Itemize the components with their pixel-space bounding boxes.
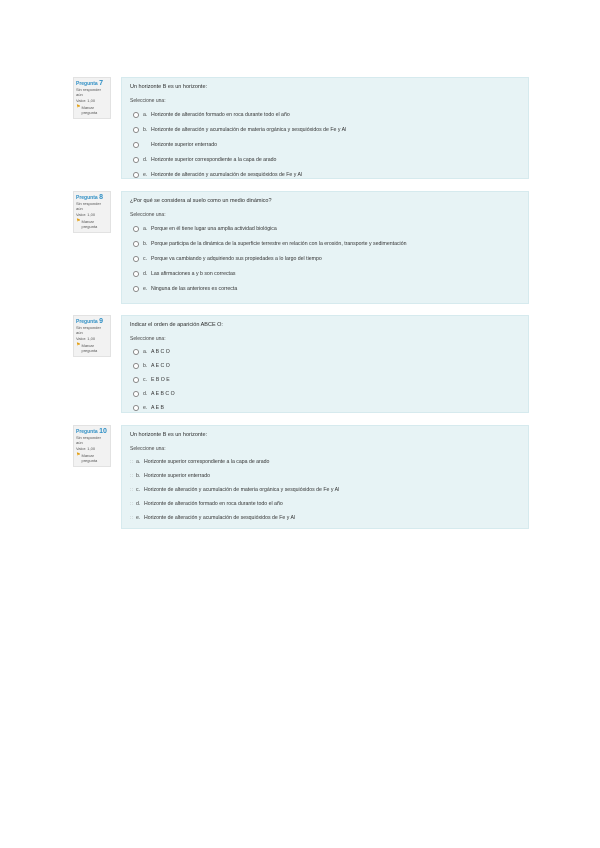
option-text: A E C O [151,363,170,369]
option-letter: a. [136,459,141,465]
option-letter: b. [143,240,148,247]
option-letter: a. [143,111,148,118]
radio-button[interactable] [133,405,139,411]
question-label: Pregunta [76,429,98,435]
question-score: Valor: 1,00 [76,97,96,103]
answer-option[interactable] [130,221,520,236]
radio-button[interactable] [133,349,139,355]
option-text: E B O E [151,377,170,383]
answer-option[interactable] [130,455,520,469]
question-text: Un horizonte B es un horizonte: [130,432,208,438]
question-info-panel [73,191,111,233]
question-text: Indicar el orden de aparición ABCE O: [130,322,223,328]
question-text: Un horizonte B es un horizonte: [130,84,208,90]
flag-icon: ⚑ [76,451,81,458]
answer-option[interactable] [130,483,520,497]
question-info-panel [73,77,111,119]
radio-button[interactable] [133,142,139,148]
option-text: Porque va cambiando y adquiriendo sus propiedades a lo largo del tiempo [151,255,322,262]
question-status: Sin responder aún [76,435,101,446]
answer-option[interactable] [130,236,520,251]
option-letter: d. [136,501,141,507]
question-label: Pregunta [76,319,98,325]
flag-label: Marcar pregunta [81,452,98,464]
question-status: Sin responder aún [76,201,101,212]
question-label: Pregunta [76,195,98,201]
option-text: Horizonte de alteración y acumulación de sesquióxidos de Fe y Al [151,171,303,178]
answer-option[interactable] [130,497,520,511]
answer-option[interactable] [130,107,520,122]
question-number-value: 10 [99,428,107,435]
option-letter: b. [143,363,148,369]
flag-icon: ⚑ [76,217,81,224]
answer-option[interactable] [130,281,520,296]
option-text: Horizonte superior enterrado [144,473,211,479]
option-letter: b. [143,126,148,133]
option-letter: e. [136,515,141,521]
option-letter: b. [136,473,141,479]
radio-button[interactable] [133,241,139,247]
option-bullet-icon: ∷ [130,473,134,479]
option-text: Horizonte de alteración y acumulación de sesquióxidos de Fe y Al [144,515,296,521]
option-letter: e. [143,405,148,411]
answer-option[interactable] [130,266,520,281]
radio-button[interactable] [133,271,139,277]
option-text: Horizonte de alteración y acumulación de materia orgánica y sesquióxidos de Fe y Al [151,126,347,133]
question-content [121,191,529,304]
flag-question-button[interactable] [76,105,108,115]
option-text: A B C O [151,349,170,355]
answer-option[interactable] [130,251,520,266]
question-number-value: 8 [99,194,103,201]
option-letter: a. [143,349,148,355]
radio-button[interactable] [133,127,139,133]
option-letter: d. [143,156,148,163]
answer-option[interactable] [130,122,520,137]
question-score: Valor: 1,00 [76,335,96,341]
option-letter: a. [143,225,148,232]
radio-button[interactable] [133,256,139,262]
option-bullet-icon: ∷ [130,515,134,521]
answer-prompt: Seleccione una: [130,98,166,104]
radio-button[interactable] [133,157,139,163]
option-letter: e. [143,285,148,292]
option-text: Horizonte superior enterrado [151,141,218,148]
question-status: Sin responder aún [76,325,101,336]
option-text: Horizonte superior correspondiente a la capa de arado [151,156,277,163]
answer-option[interactable] [130,359,520,373]
option-letter: c. [143,255,148,262]
option-letter: d. [143,391,148,397]
question-status: Sin responder aún [76,87,101,98]
answer-option[interactable] [130,387,520,401]
option-text: Horizonte de alteración formado en roca durante todo el año [151,111,290,118]
question-number-value: 7 [99,80,103,87]
radio-button[interactable] [133,226,139,232]
answer-option[interactable] [130,167,520,182]
option-letter: c. [136,487,141,493]
radio-button[interactable] [133,286,139,292]
option-text: Horizonte de alteración y acumulación de materia orgánica y sesquióxidos de Fe y Al [144,487,340,493]
answer-option[interactable] [130,373,520,387]
option-bullet-icon: ∷ [130,501,134,507]
radio-button[interactable] [133,172,139,178]
answer-prompt: Seleccione una: [130,212,166,218]
option-bullet-icon: ∷ [130,459,134,465]
flag-label: Marcar pregunta [81,104,98,116]
answer-prompt: Seleccione una: [130,446,166,452]
flag-label: Marcar pregunta [81,218,98,230]
question-label: Pregunta [76,81,98,87]
option-text: Porque en él tiene lugar una amplia actividad biológica [151,225,277,232]
flag-icon: ⚑ [76,341,81,348]
option-bullet-icon: ∷ [130,487,134,493]
option-text: Las afirmaciones a y b son correctas [151,270,236,277]
answer-option[interactable] [130,401,520,415]
question-text: ¿Por qué se considera al suelo como un medio dinámico? [130,198,272,204]
question-content [121,77,529,179]
radio-button[interactable] [133,391,139,397]
option-text: Ninguna de las anteriores es correcta [151,285,238,292]
question-content [121,315,529,413]
option-text: Horizonte superior correspondiente a la capa de arado [144,459,270,465]
option-letter: e. [143,171,148,178]
question-score: Valor: 1,00 [76,211,96,217]
flag-question-button[interactable] [76,343,108,353]
radio-button[interactable] [133,377,139,383]
question-info-panel [73,315,111,357]
answer-option[interactable] [130,152,520,167]
flag-question-button[interactable] [76,453,108,463]
question-info-panel [73,425,111,467]
question-number-value: 9 [99,318,103,325]
radio-button[interactable] [133,363,139,369]
answer-option[interactable] [130,511,520,525]
flag-question-button[interactable] [76,219,108,229]
option-text: A E B C O [151,391,175,397]
option-text: Porque participa de la dinámica de la superficie terrestre en relación con la erosión, transporte y sedimentación [151,240,407,247]
option-letter: d. [143,270,148,277]
answer-option[interactable] [130,137,520,152]
question-content [121,425,529,529]
option-text: A E B [151,405,164,411]
answer-option[interactable] [130,469,520,483]
radio-button[interactable] [133,112,139,118]
answer-option[interactable] [130,345,520,359]
option-letter: c. [143,377,148,383]
option-text: Horizonte de alteración formado en roca durante todo el año [144,501,283,507]
answer-prompt: Seleccione una: [130,336,166,342]
question-score: Valor: 1,00 [76,445,96,451]
flag-label: Marcar pregunta [81,342,98,354]
flag-icon: ⚑ [76,103,81,110]
